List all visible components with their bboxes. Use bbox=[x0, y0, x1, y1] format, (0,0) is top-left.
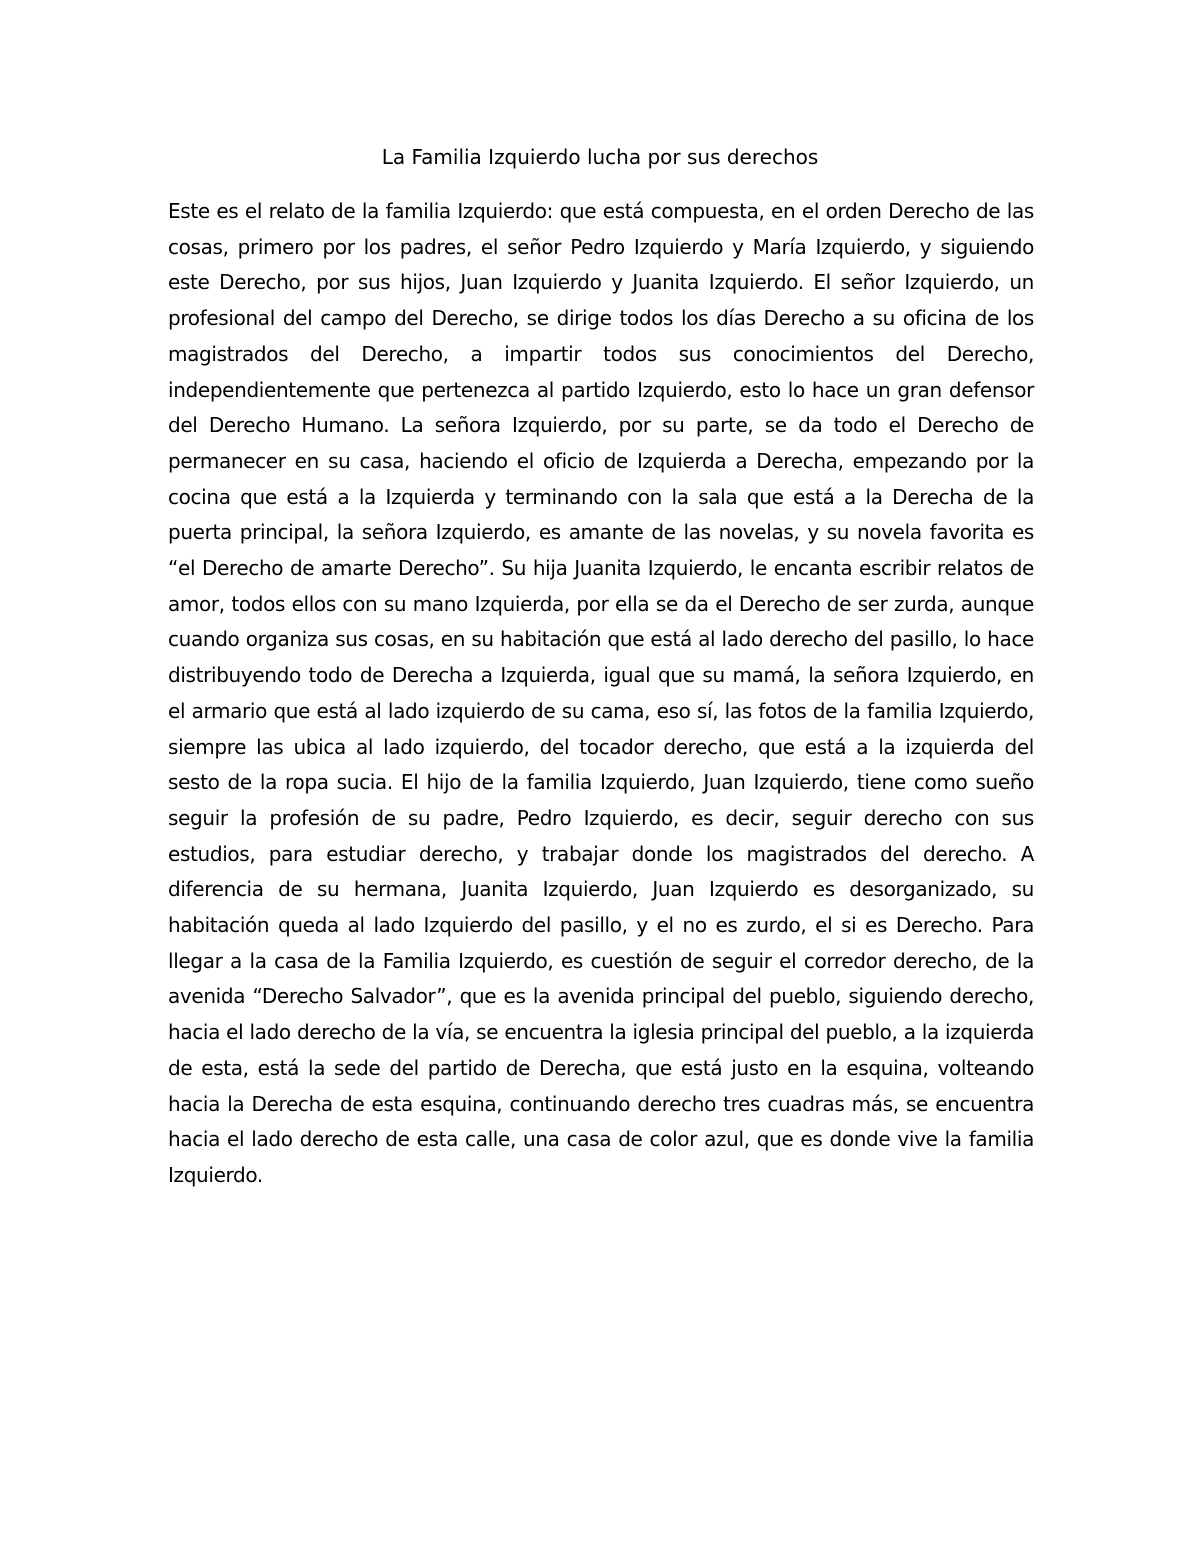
document-paragraph: Este es el relato de la familia Izquierdo: que está compuesta, en el orden Derecho de las cosas, primero por los padres, el señor Pedro Izquierdo y María Izquierdo, y siguiendo este Derecho, por sus hijos, Juan Izquierdo y Juanita Izquierdo. El señor Izquierdo, un profesional del campo del Derecho, se dirige todos los días Derecho a su oficina de los magistrados del Derecho, a impartir todos sus conocimientos del Derecho, independientemente que pertenezca al partido Izquierdo, esto lo hace un gran defensor del Derecho Humano. La señora Izquierdo, por su parte, se da todo el Derecho de permanecer en su casa, haciendo el oficio de Izquierda a Derecha, empezando por la cocina que está a la Izquierda y terminando con la sala que está a la Derecha de la puerta principal, la señora Izquierdo, es amante de las novelas, y su novela favorita es “el Derecho de amarte Derecho”. Su hija Juanita Izquierdo, le encanta escribir relatos de amor, todos ellos con su mano Izquierda, por ella se da el Derecho de ser zurda, aunque cuando organiza sus cosas, en su habitación que está al lado derecho del pasillo, lo hace distribuyendo todo de Derecha a Izquierda, igual que su mamá, la señora Izquierdo, en el armario que está al lado izquierdo de su cama, eso sí, las fotos de la familia Izquierdo, siempre las ubica al lado izquierdo, del tocador derecho, que está a la izquierda del sesto de la ropa sucia. El hijo de la familia Izquierdo, Juan Izquierdo, tiene como sueño seguir la profesión de su padre, Pedro Izquierdo, es decir, seguir derecho con sus estudios, para estudiar derecho, y trabajar donde los magistrados del derecho. A diferencia de su hermana, Juanita Izquierdo, Juan Izquierdo es desorganizado, su habitación queda al lado Izquierdo del pasillo, y el no es zurdo, el si es Derecho. Para llegar a la casa de la Familia Izquierdo, es cuestión de seguir el corredor derecho, de la avenida “Derecho Salvador”, que es la avenida principal del pueblo, siguiendo derecho, hacia el lado derecho de la vía, se encuentra la iglesia principal del pueblo, a la izquierda de esta, está la sede del partido de Derecha, que está justo en la esquina, volteando hacia la Derecha de esta esquina, continuando derecho tres cuadras más, se encuentra hacia el lado derecho de esta calle, una casa de color azul, que es donde vive la familia Izquierdo. bbox=[168, 199, 1034, 1187]
document-title: La Familia Izquierdo lucha por sus derechos bbox=[381, 145, 819, 169]
